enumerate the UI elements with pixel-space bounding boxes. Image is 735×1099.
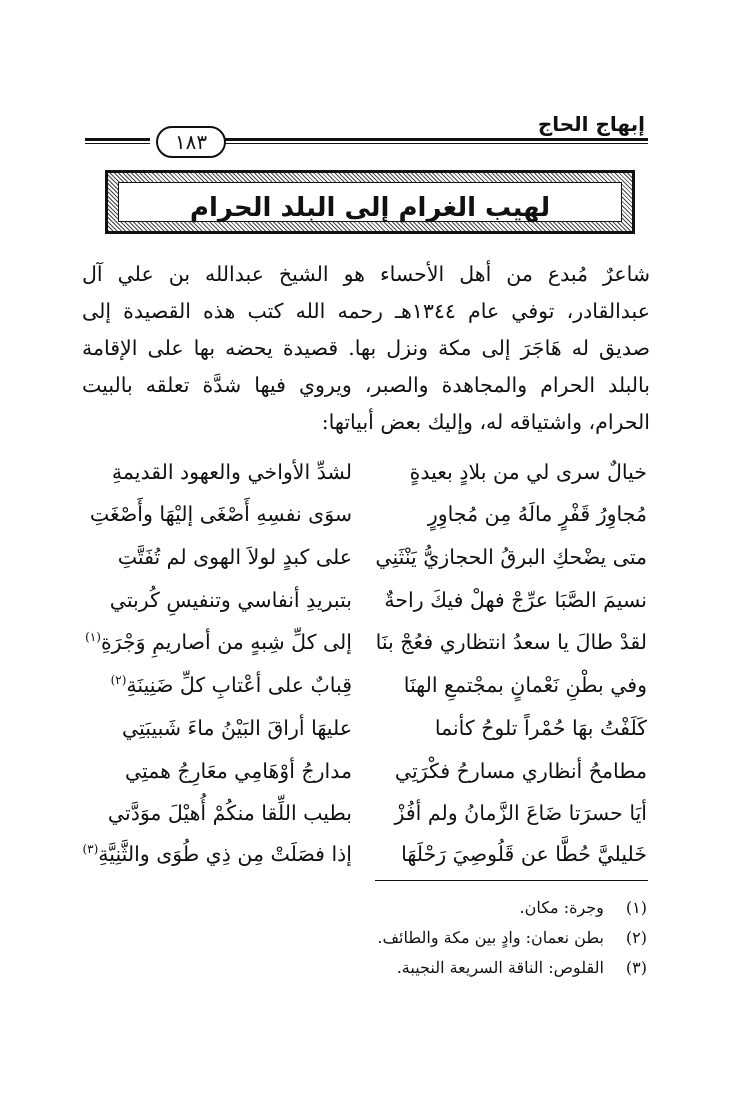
footnote-marker: (٢): [110, 673, 127, 688]
verse-second-hemistich: على كبدٍ لولاَ الهوى لم تُفَتَّتِ: [117, 545, 352, 569]
header-rule: [225, 138, 648, 144]
chapter-title-panel: [118, 182, 622, 222]
verse-first-hemistich: أيَا حسرَتا ضَاعَ الزَّمانُ ولم أفُزْ: [394, 801, 647, 825]
intro-line: بالبلد الحرام والمجاهدة والصبر، ويروي فيها شدَّة تعلقه بالبيت: [82, 373, 650, 397]
intro-line: شاعرٌ مُبدع من أهل الأحساء هو الشيخ عبدالله بن علي آل: [82, 262, 650, 286]
verse-first-hemistich: نسيمَ الصَّبَا عرِّجْ فهلْ فيكَ راحةٌ: [384, 588, 647, 612]
header-rule: [85, 138, 150, 144]
verse-first-hemistich: مطامحُ أنظاري مسارحُ فكْرَتِي: [394, 759, 647, 783]
verse-first-hemistich: خيالٌ سرى لي من بلادٍ بعيدةٍ: [409, 460, 647, 484]
chapter-title: لهيب الغرام إلى البلد الحرام: [189, 193, 551, 223]
verse-first-hemistich: متى يضْحكِ البرقُ الحجازيُّ يَنْثَنِي: [375, 545, 647, 569]
verse-text: إلى كلِّ شِبهٍ من أصاريمِ وَجْرَةِ: [100, 630, 352, 654]
verse-second-hemistich: عليهَا أراقَ البَيْنُ ماءَ شَبيبَتِي: [122, 716, 352, 740]
verse-second-hemistich: لشدِّ الأواخي والعهود القديمةِ: [111, 460, 352, 484]
running-header-title: إبهاج الحاج: [537, 112, 645, 136]
verse-first-hemistich: وفي بطْنِ نَعْمانٍ بمجْتمعِ الهنَا: [403, 673, 647, 697]
footnote-separator: [375, 880, 648, 881]
intro-line: عبدالقادر، توفي عام ١٣٤٤هـ رحمه الله كتب هذه القصيدة إلى: [82, 299, 650, 323]
chapter-title-frame: [105, 170, 635, 234]
verse-first-hemistich: خَليليَّ حُطَّا عن قَلُوصِيَ رَحْلَهَا: [401, 842, 647, 866]
verse-second-hemistich: بتبريدِ أنفاسي وتنفيسِ كُربتي: [109, 588, 352, 612]
footnote-marker: (٣): [82, 842, 99, 857]
page-number: ١٨٣: [156, 126, 226, 158]
verse-second-hemistich: مدارجُ أوْهَامِي معَارِجُ همتِي: [124, 759, 352, 783]
footnote: [377, 928, 647, 947]
verse-second-hemistich: سوَى نفسِهِ أَصْغَى إليْهَا وأَصْغَتِ: [89, 502, 352, 526]
footnote-number: (٣): [625, 958, 647, 977]
footnote-marker: (١): [85, 630, 101, 645]
verse-first-hemistich: كَلَفْتُ بهَا حُمْراً تلوحُ كأنما: [434, 716, 647, 740]
verse-text: إذا فصَلَتْ مِن ذِي طُوَى والثَّنِيَّةِ: [98, 842, 352, 866]
verse-second-hemistich: [82, 630, 352, 654]
footnote: [397, 958, 647, 977]
verse-first-hemistich: لقدْ طالَ يا سعدُ انتظاري فعُجْ بنَا: [375, 630, 647, 654]
footnote-text: وجرة: مكان.: [519, 898, 604, 917]
intro-line: الحرام، واشتياقه له، وإليك بعض أبياتها:: [321, 410, 650, 434]
footnote-text: القلوص: الناقة السريعة النجيبة.: [396, 958, 604, 977]
verse-first-hemistich: مُجاوِرُ قَفْرٍ مالَهُ مِن مُجاوِرٍ: [427, 502, 647, 526]
verse-second-hemistich: بطيب اللِّقا منكُمْ أُهيْلَ موَدَّتي: [107, 801, 352, 825]
verse-second-hemistich: [82, 842, 352, 866]
verse-second-hemistich: [82, 673, 352, 697]
footnote-number: (٢): [625, 928, 647, 947]
footnote-text: بطن نعمان: وادٍ بين مكة والطائف.: [377, 928, 604, 947]
intro-line: صديق له هَاجَرَ إلى مكة ونزل بها. قصيدة يحضه بها على الإقامة: [82, 336, 650, 360]
footnote-number: (١): [625, 898, 647, 917]
verse-text: قِبابٌ على أعْتابِ كلِّ ضَنِينَةِ: [126, 673, 352, 697]
footnote: [519, 898, 647, 917]
